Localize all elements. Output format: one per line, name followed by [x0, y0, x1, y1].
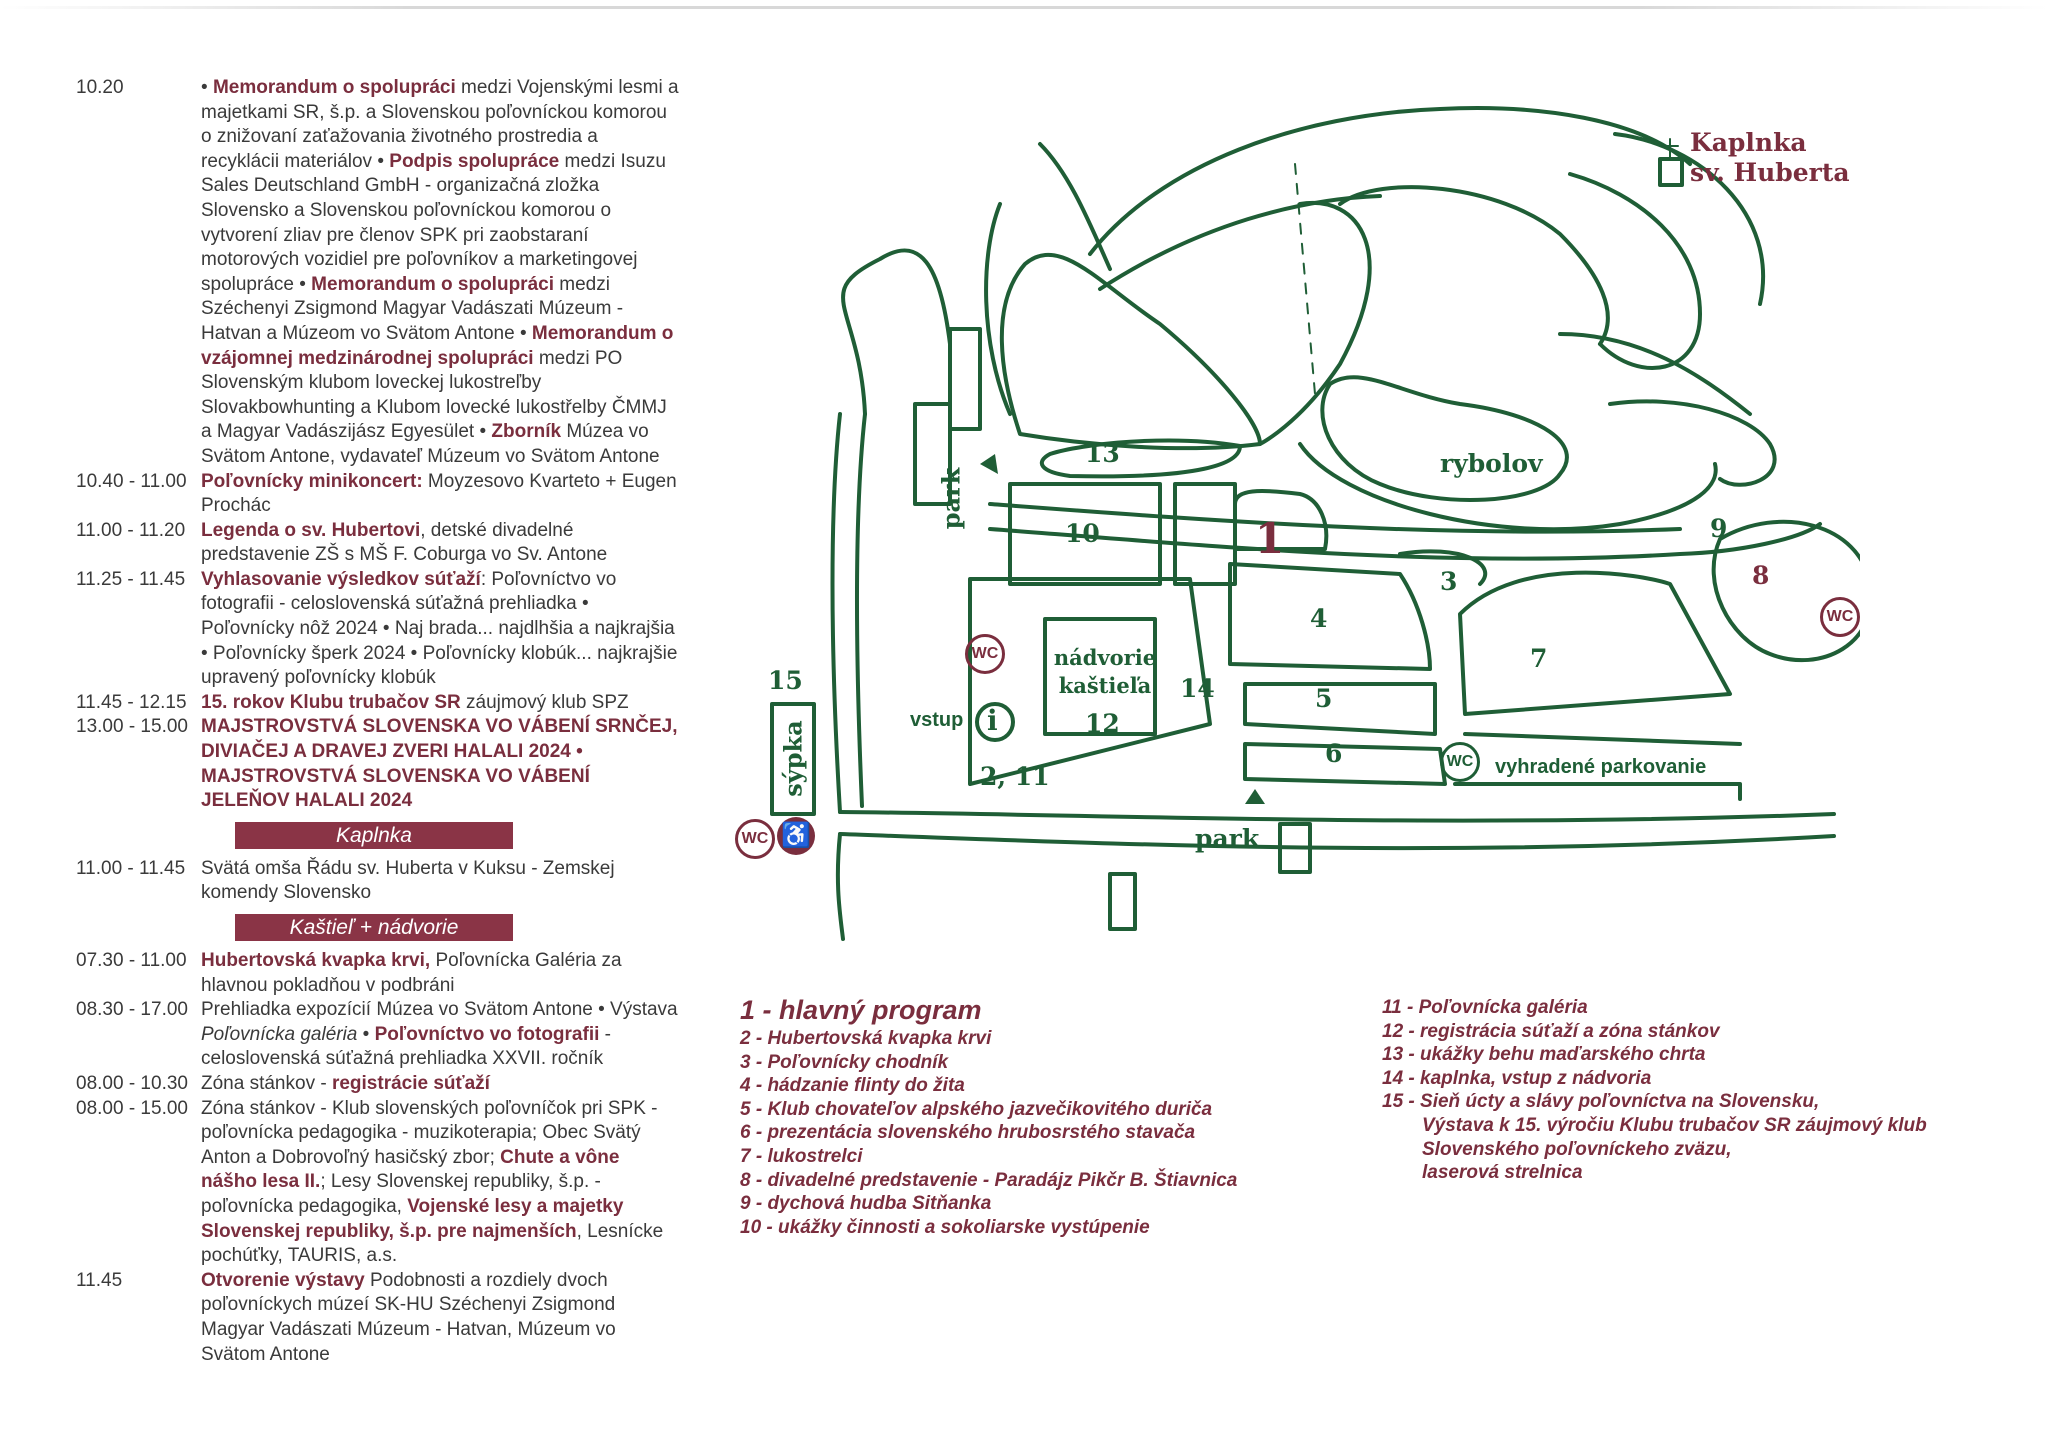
- map-number-14: 14: [1180, 674, 1215, 703]
- schedule-time: 11.45 - 12.15: [76, 691, 187, 713]
- legend-item: 9 - dychová hudba Sitňanka: [740, 1193, 992, 1215]
- top-rule: [0, 6, 2048, 9]
- wc-icon-right: WC: [1820, 597, 1860, 637]
- map-number-12: 12: [1085, 709, 1120, 738]
- map-number-15: 15: [768, 666, 803, 695]
- schedule-time: 10.20: [76, 77, 124, 98]
- legend-item: 5 - Klub chovateľov alpského jazvečikovitého duriča: [740, 1098, 1213, 1120]
- label-nadvorie-line2: kaštieľa: [1058, 673, 1152, 698]
- legend-right-list: [1382, 996, 1927, 1114]
- schedule-row: [76, 568, 676, 691]
- legend-item: 10 - ukážky činnosti a sokoliarske vystúpenie: [740, 1216, 1150, 1238]
- wheelchair-icon: ♿: [777, 817, 815, 855]
- label-kaplnka-line1: Kaplnka: [1690, 128, 1807, 157]
- legend-main: 1 - hlavný program: [740, 995, 982, 1025]
- wc-icon-left: WC: [735, 819, 775, 859]
- schedule-description: Zóna stánkov - registrácie súťaží: [201, 1072, 490, 1094]
- legend-item: Slovenského poľovníckeho zväzu,: [1422, 1138, 1732, 1160]
- map-legend-right: [1382, 996, 1927, 1185]
- schedule-row: [76, 998, 676, 1072]
- schedule-description: Svätá omša Řádu sv. Huberta v Kuksu - Zemskej komendy Slovensko: [201, 857, 615, 904]
- schedule-kaplnka: [76, 857, 676, 906]
- legend-item: 4 - hádzanie flinty do žita: [740, 1075, 965, 1097]
- map-number-6: 6: [1325, 739, 1343, 768]
- schedule-time: 11.00 - 11.20: [76, 519, 186, 541]
- schedule-row: [76, 470, 676, 519]
- map-number-1: 1: [1255, 514, 1285, 563]
- label-park-bottom: park: [1195, 824, 1260, 853]
- schedule-row: [76, 691, 676, 716]
- map-number-13: 13: [1085, 439, 1120, 468]
- schedule-description: Hubertovská kvapka krvi, Poľovnícka Galéria za hlavnou pokladňou v podbráni: [201, 950, 622, 996]
- legend-item: 15 - Sieň úcty a slávy poľovníctva na Slovensku,: [1382, 1091, 1820, 1113]
- legend-item: 12 - registrácia súťaží a zóna stánkov: [1382, 1020, 1720, 1042]
- wc-icon-parking: WC: [1440, 742, 1480, 782]
- schedule-time: 08.00 - 15.00: [76, 1097, 188, 1119]
- schedule-time: 07.30 - 11.00: [76, 950, 187, 971]
- legend-item: 8 - divadelné predstavenie - Paradájz Pikčr B. Štiavnica: [740, 1169, 1238, 1191]
- label-kaplnka-line2: sv. Huberta: [1690, 158, 1850, 187]
- schedule-row: [76, 1269, 676, 1367]
- legend-item: 6 - prezentácia slovenského hrubosrstého stavača: [740, 1122, 1196, 1144]
- schedule-description: Otvorenie výstavy Podobnosti a rozdiely dvoch poľovníckych múzeí SK-HU Széchenyi Zsigmond Magyar Vadászati Múzeum - Hatvan, Múzeum vo Svätom Antone: [201, 1269, 616, 1365]
- label-kaplnka: [1690, 128, 1850, 188]
- section-banner-kastiel: Kaštieľ + nádvorie: [235, 914, 513, 941]
- schedule-row: [76, 1072, 676, 1097]
- label-rybolov: rybolov: [1440, 449, 1543, 478]
- label-park-left: park: [936, 467, 966, 530]
- legend-right-continuation: [1382, 1114, 1927, 1185]
- schedule-description: Zóna stánkov - Klub slovenských poľovníčok pri SPK - poľovnícka pedagogika - muzikoterapia; Obec Svätý Anton a Dobrovoľný hasičský zbor; Chute a vône nášho lesa II.; Lesy Slovenskej republiky, š.p. - poľovnícka pedagogika, Vojenské lesy a majetky Slovenskej republiky, š.p. pre najmenších, Lesnícke pochúťky, TAURIS, a.s.: [201, 1097, 664, 1267]
- schedule-description: Vyhlasovanie výsledkov súťaží: Poľovníctvo vo fotografii - celoslovenská súťažná prehliadka • Poľovnícky nôž 2024 • Naj brada... najdlhšia a najkrajšia • Poľovnícky šperk 2024 • Poľovnícky klobúk... najkrajšie upravený poľovnícky klobúk: [201, 568, 678, 689]
- map-number-7: 7: [1530, 644, 1548, 673]
- map-number-5: 5: [1315, 684, 1333, 713]
- map-number-4: 4: [1310, 604, 1328, 633]
- map-drawing: [740, 84, 1860, 964]
- legend-item: 14 - kaplnka, vstup z nádvoria: [1382, 1067, 1652, 1089]
- legend-item: 2 - Hubertovská kvapka krvi: [740, 1028, 992, 1049]
- schedule-row: [76, 1097, 676, 1269]
- map-number-3: 3: [1440, 567, 1458, 596]
- schedule-description: Prehliadka expozícií Múzea vo Svätom Antone • Výstava Poľovnícka galéria • Poľovníctvo vo fotografii - celoslovenská súťažná prehliadka XXVII. ročník: [201, 999, 678, 1070]
- schedule-time: 11.25 - 11.45: [76, 568, 186, 590]
- legend-item: laserová strelnica: [1422, 1162, 1583, 1184]
- schedule-row: [76, 519, 676, 568]
- schedule-time: 08.30 - 17.00: [76, 999, 188, 1021]
- schedule: [76, 76, 679, 1367]
- schedule-description: 15. rokov Klubu trubačov SR záujmový klub SPZ: [201, 691, 629, 713]
- schedule-row: [76, 857, 676, 906]
- schedule-description: Poľovnícky minikoncert: Moyzesovo Kvarteto + Eugen Prochác: [201, 470, 677, 517]
- schedule-description: MAJSTROVSTVÁ SLOVENSKA VO VÁBENÍ SRNČEJ, DIVIAČEJ A DRAVEJ ZVERI HALALI 2024 • MAJSTROVSTVÁ SLOVENSKA VO VÁBENÍ JELEŇOV HALALI 2024: [201, 716, 678, 812]
- legend-item: 11 - Poľovnícka galéria: [1382, 997, 1588, 1018]
- label-sypka: sýpka: [778, 720, 808, 797]
- legend-item: 13 - ukážky behu maďarského chrta: [1382, 1044, 1706, 1066]
- map-number-8: 8: [1752, 561, 1770, 590]
- legend-item: 3 - Poľovnícky chodník: [740, 1051, 949, 1073]
- legend-item: Výstava k 15. výročiu Klubu trubačov SR záujmový klub: [1422, 1114, 1927, 1136]
- label-nadvorie: [1050, 644, 1160, 700]
- map-number-10: 10: [1065, 519, 1100, 548]
- schedule-time: 13.00 - 15.00: [76, 716, 188, 738]
- map-number-2-11: 2, 11: [980, 762, 1050, 791]
- wc-icon-castle: WC: [965, 634, 1005, 674]
- schedule-description: • Memorandum o spolupráci medzi Vojenskými lesmi a majetkami SR, š.p. a Slovenskou poľovníckou komorou o znižovaní zaťažovania životného prostredia a recyklácii materiálov • Podpis spolupráce medzi Isuzu Sales Deutschland GmbH - organizačná zložka Slovensko a Slovenskou poľovníckou komorou o vytvorení zliav pre členov SPK pri zaobstaraní motorových vozidiel pre poľovníkov a marketingovej spolupráce • Memorandum o spolupráci medzi Széchenyi Zsigmond Magyar Vadászati Múzeum - Hatvan a Múzeom vo Svätom Antone • Memorandum o vzájomnej medzinárodnej spolupráci medzi PO Slovenským klubom loveckej lukostreľby Slovakbowhunting a Klubom lovecké lukostřelby ČMMJ a Magyar Vadászijász Egyesület • Zborník Múzea vo Svätom Antone, vydavateľ Múzeum vo Svätom Antone: [201, 77, 679, 467]
- schedule-row: [76, 715, 676, 813]
- map-legend-left: [740, 993, 1237, 1239]
- schedule-kastiel: [76, 949, 676, 1367]
- schedule-time: 08.00 - 10.30: [76, 1072, 188, 1094]
- schedule-time: 11.00 - 11.45: [76, 857, 186, 879]
- info-symbol: i: [987, 704, 998, 737]
- schedule-time: 10.40 - 11.00: [76, 470, 187, 492]
- label-vstup: vstup: [910, 709, 964, 731]
- legend-item: 7 - lukostrelci: [740, 1145, 863, 1167]
- map-number-9: 9: [1710, 514, 1728, 543]
- schedule-time: 11.45: [76, 1269, 123, 1291]
- schedule-main: [76, 76, 679, 814]
- label-nadvorie-line1: nádvorie: [1053, 645, 1157, 670]
- schedule-description: Legenda o sv. Hubertovi, detské divadelné predstavenie ZŠ s MŠ F. Coburga vo Sv. Antone: [201, 519, 608, 566]
- section-banner-kaplnka: Kaplnka: [235, 822, 513, 849]
- legend-left-list: [740, 1027, 1237, 1239]
- schedule-row: [76, 949, 676, 998]
- label-parkovanie: vyhradené parkovanie: [1495, 756, 1707, 778]
- park-map: [740, 84, 1860, 964]
- schedule-row: [76, 76, 679, 470]
